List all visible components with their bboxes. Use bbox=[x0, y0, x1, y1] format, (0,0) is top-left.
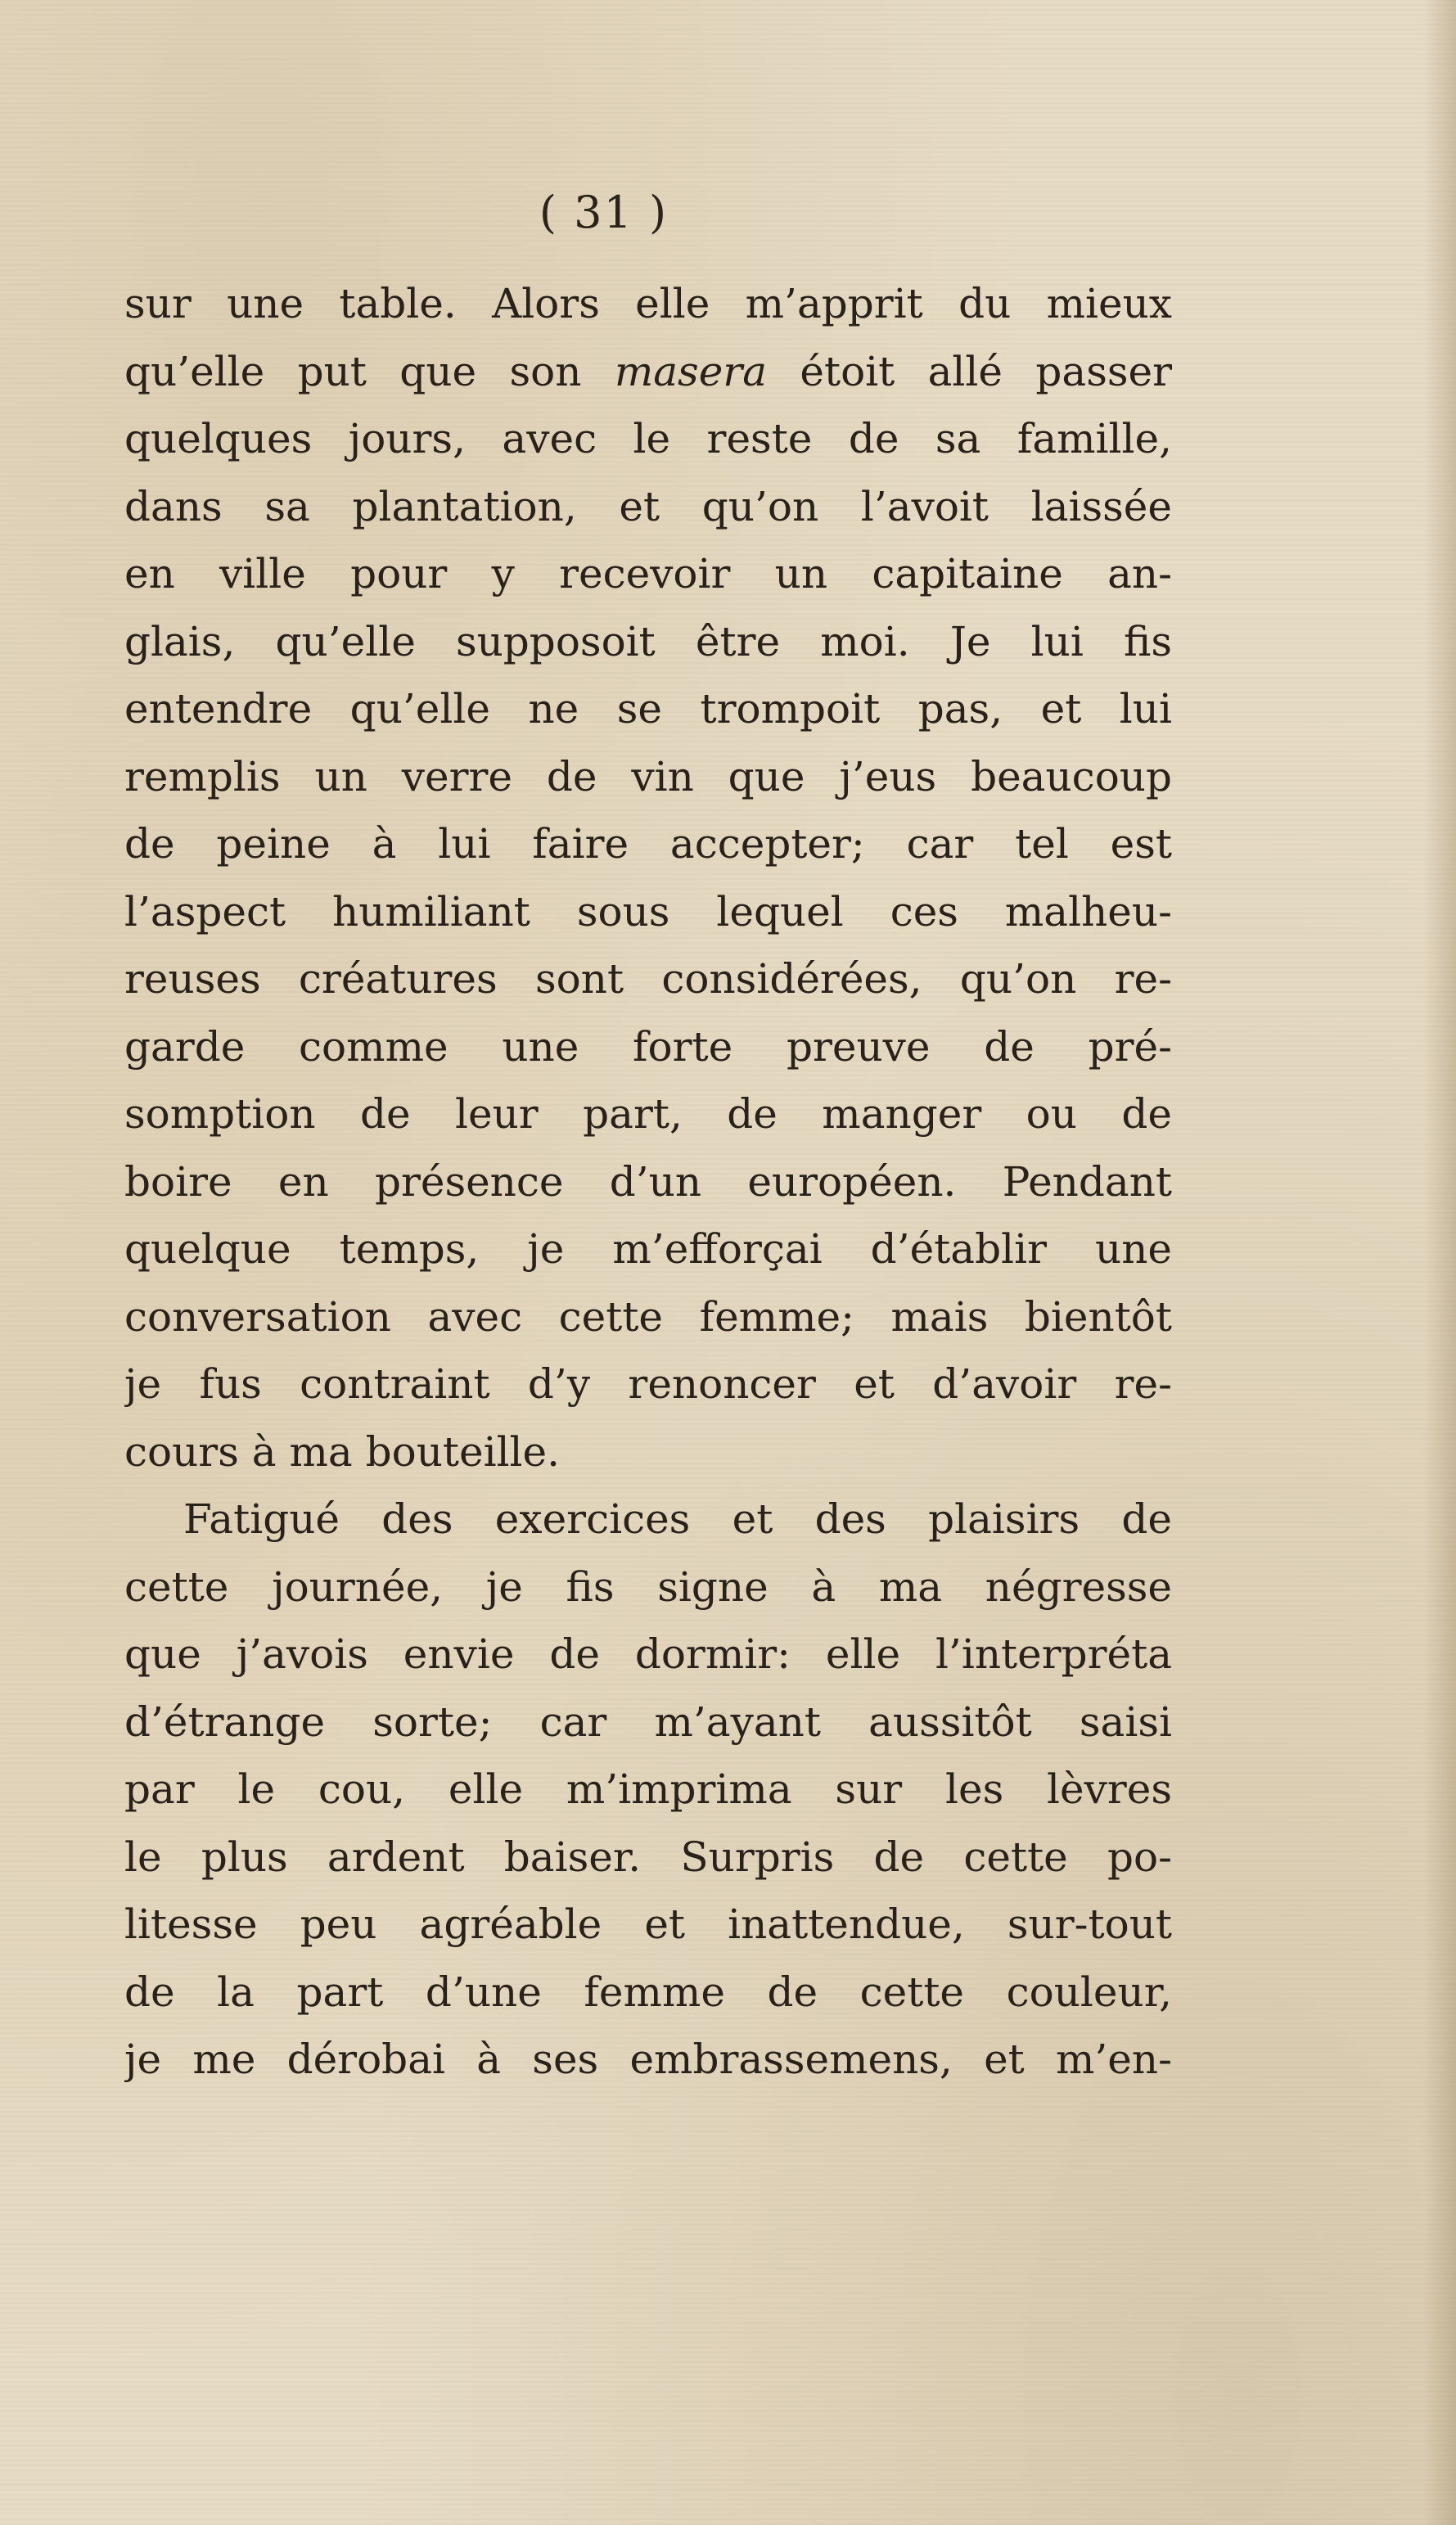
text-line: remplis un verre de vin que j’eus beaucoup bbox=[124, 752, 1172, 800]
text-line: conversation avec cette femme; mais bientôt bbox=[124, 1292, 1172, 1341]
text-line: dans sa plantation, et qu’on l’avoit laissée bbox=[124, 482, 1172, 530]
text-fragment: qu’elle put que son bbox=[124, 347, 615, 395]
text-line: reuses créatures sont considérées, qu’on re- bbox=[124, 955, 1172, 1003]
text-line: litesse peu agréable et inattendue, sur-tout bbox=[124, 1901, 1172, 1948]
text-line: glais, qu’elle supposoit être moi. Je lui fis bbox=[124, 617, 1172, 665]
italic-word: masera bbox=[614, 347, 768, 395]
text-line: de peine à lui faire accepter; car tel est bbox=[124, 820, 1172, 868]
text-line bbox=[124, 338, 1172, 406]
text-line: cette journée, je fis signe à ma négresse bbox=[124, 1562, 1172, 1611]
text-line: quelque temps, je m’efforçai d’établir une bbox=[124, 1225, 1172, 1273]
text-line: somption de leur part, de manger ou de bbox=[124, 1090, 1172, 1138]
text-line: boire en présence d’un européen. Pendant bbox=[124, 1157, 1172, 1206]
text-line: garde comme une forte preuve de pré- bbox=[124, 1022, 1172, 1071]
text-fragment: étoit allé passer bbox=[767, 347, 1172, 395]
text-line: de la part d’une femme de cette couleur, bbox=[124, 1968, 1172, 2016]
text-line: en ville pour y recevoir un capitaine an- bbox=[124, 550, 1172, 597]
text-line: je fus contraint d’y renoncer et d’avoir re- bbox=[124, 1360, 1172, 1408]
text-line: quelques jours, avec le reste de sa famille, bbox=[124, 415, 1172, 462]
text-line: le plus ardent baiser. Surpris de cette po- bbox=[124, 1833, 1172, 1881]
body-text bbox=[124, 270, 1172, 2094]
text-line: que j’avois envie de dormir: elle l’interpréta bbox=[124, 1630, 1172, 1678]
text-line: par le cou, elle m’imprima sur les lèvres bbox=[124, 1765, 1172, 1813]
page-edge-shadow bbox=[1423, 0, 1456, 2525]
text-line: je me dérobai à ses embrassemens, et m’en- bbox=[124, 2036, 1172, 2083]
text-line: l’aspect humiliant sous lequel ces malheu- bbox=[124, 887, 1172, 936]
text-line: d’étrange sorte; car m’ayant aussitôt saisi bbox=[124, 1698, 1172, 1746]
text-line: sur une table. Alors elle m’apprit du mieux bbox=[124, 280, 1172, 327]
text-line: entendre qu’elle ne se trompoit pas, et lui bbox=[124, 685, 1172, 733]
text-line: Fatigué des exercices et des plaisirs de bbox=[183, 1495, 1172, 1543]
text-line: cours à ma bouteille. bbox=[124, 1427, 561, 1476]
page-number: ( 31 ) bbox=[539, 187, 669, 238]
